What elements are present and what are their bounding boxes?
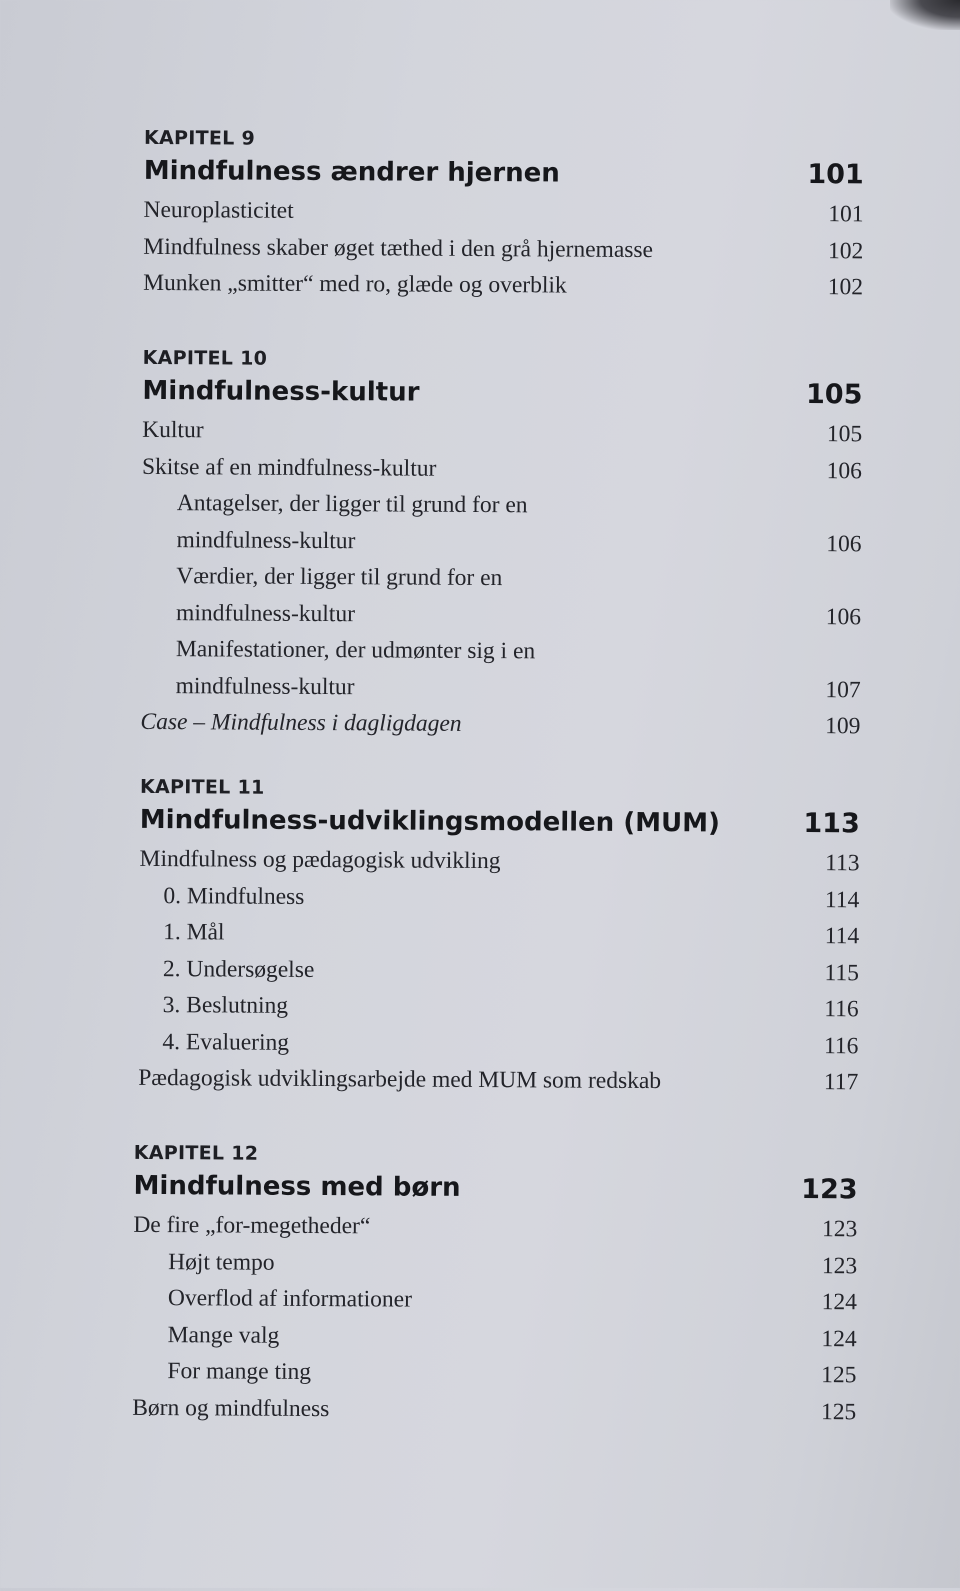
chapter-title-row bbox=[133, 1169, 857, 1207]
chapter-page-number: 105 bbox=[805, 378, 863, 411]
chapter-title: Mindfulness-udviklingsmodellen (MUM) bbox=[139, 804, 720, 839]
toc-entry-page: 114 bbox=[824, 886, 860, 913]
toc-entry bbox=[139, 877, 859, 918]
toc-entry-page: 101 bbox=[828, 201, 864, 228]
chapter-page-number: 113 bbox=[803, 807, 860, 840]
toc-entry-text: 3. Beslutning bbox=[162, 992, 289, 1019]
toc-entry-page: 125 bbox=[821, 1362, 857, 1389]
toc-entry bbox=[141, 631, 861, 672]
toc-entry-text: mindfulness-kultur bbox=[176, 599, 356, 627]
toc-entry bbox=[133, 1243, 857, 1284]
toc-entry-page: 105 bbox=[826, 421, 863, 448]
toc-entry-text: Manifestationer, der udmønter sig i en bbox=[175, 636, 536, 665]
toc-entry-page: 125 bbox=[820, 1398, 857, 1425]
toc-entry bbox=[143, 192, 863, 233]
toc-entry bbox=[143, 265, 863, 306]
toc-entry-page: 109 bbox=[825, 713, 861, 740]
toc-entry-page: 124 bbox=[821, 1325, 857, 1352]
toc-entry-text: 4. Evaluering bbox=[162, 1028, 290, 1056]
toc-entry-text: Højt tempo bbox=[168, 1248, 275, 1276]
toc-entry bbox=[138, 1060, 858, 1101]
toc-entry-page: 106 bbox=[826, 457, 863, 484]
toc-entry-page: 106 bbox=[825, 603, 862, 630]
chapter-label: KAPITEL 12 bbox=[133, 1141, 259, 1165]
chapter-title-row bbox=[144, 154, 864, 192]
toc-entry-page: 116 bbox=[824, 996, 859, 1023]
toc-entry-page: 107 bbox=[825, 676, 861, 703]
toc-entry-page: 114 bbox=[824, 923, 860, 950]
toc-entry bbox=[139, 841, 859, 882]
toc-entry-text: Mange valg bbox=[167, 1321, 280, 1349]
chapter-title-row bbox=[140, 803, 860, 841]
toc-entry-page: 124 bbox=[821, 1289, 857, 1316]
toc-entry bbox=[138, 1023, 858, 1064]
chapter-title: Mindfulness med børn bbox=[133, 1170, 461, 1203]
chapter-page-number: 123 bbox=[801, 1173, 858, 1206]
toc-entry-text: Mindfulness og pædagogisk udvikling bbox=[139, 845, 501, 875]
toc-entry-text: 2. Undersøgelse bbox=[162, 955, 315, 983]
toc-entry-page: 115 bbox=[824, 959, 859, 986]
toc-entry-page: 116 bbox=[823, 1032, 859, 1059]
toc-entry-text: mindfulness-kultur bbox=[175, 672, 355, 700]
toc-entry-text: Pædagogisk udviklingsarbejde med MUM som redskab bbox=[138, 1064, 662, 1095]
chapter-12 bbox=[132, 1141, 858, 1430]
toc-entry bbox=[140, 704, 860, 745]
toc-entry bbox=[142, 412, 862, 453]
chapter-title: Mindfulness-kultur bbox=[142, 375, 420, 408]
chapter-page-number: 101 bbox=[807, 158, 864, 191]
toc-entry-text: Antagelser, der ligger til grund for en bbox=[176, 490, 528, 519]
chapter-title: Mindfulness ændrer hjernen bbox=[143, 155, 560, 189]
chapter-label: KAPITEL 10 bbox=[142, 346, 268, 370]
chapter-title-row bbox=[142, 374, 862, 412]
toc-entry-text: Kultur bbox=[142, 416, 204, 444]
toc-entry-page: 113 bbox=[825, 850, 860, 877]
toc-entry bbox=[139, 950, 859, 991]
toc-entry bbox=[143, 228, 863, 269]
toc-entry-text: Mindfulness skaber øget tæthed i den grå hjernemasse bbox=[143, 233, 654, 263]
toc-entry-page: 123 bbox=[821, 1252, 858, 1279]
chapter-label: KAPITEL 11 bbox=[139, 775, 265, 799]
toc-entry-page: 102 bbox=[827, 274, 864, 301]
chapter-label: KAPITEL 9 bbox=[143, 126, 256, 150]
chapter-10 bbox=[140, 346, 862, 745]
toc-entry-text: Overflod af informationer bbox=[167, 1285, 413, 1313]
toc-entry bbox=[141, 667, 861, 708]
toc-entry bbox=[139, 987, 859, 1028]
toc-entry bbox=[141, 558, 861, 599]
toc-entry-text: 0. Mindfulness bbox=[163, 882, 305, 910]
toc-entry-text: Case – Mindfulness i dagligdagen bbox=[140, 708, 462, 737]
toc-entry-page: 123 bbox=[822, 1216, 858, 1243]
toc-entry-text: Munken „smitter“ med ro, glæde og overblik bbox=[143, 269, 567, 299]
toc-entry bbox=[141, 521, 861, 562]
toc-entry bbox=[142, 485, 862, 526]
toc-entry-text: For mange ting bbox=[167, 1358, 312, 1385]
chapter-11 bbox=[138, 775, 860, 1101]
toc-entry-text: 1. Mål bbox=[163, 919, 225, 946]
toc-entry-text: Skitse af en mindfulness-kultur bbox=[141, 453, 437, 482]
toc-entry-page: 102 bbox=[827, 237, 864, 264]
toc-entry bbox=[132, 1389, 856, 1430]
chapter-9 bbox=[143, 126, 864, 306]
toc-entry bbox=[133, 1316, 857, 1357]
toc-entry bbox=[139, 914, 859, 955]
toc-entry bbox=[142, 448, 862, 489]
toc-entry bbox=[132, 1353, 856, 1394]
toc-entry-text: De fire „for-megetheder“ bbox=[133, 1211, 371, 1240]
toc-entry-text: Neuroplasticitet bbox=[143, 196, 294, 224]
toc-entry bbox=[133, 1207, 857, 1248]
toc-entry-text: Børn og mindfulness bbox=[132, 1394, 330, 1422]
toc-entry-text: mindfulness-kultur bbox=[176, 526, 356, 554]
toc-entry-page: 106 bbox=[826, 530, 862, 557]
toc-entry-text: Værdier, der ligger til grund for en bbox=[176, 563, 503, 592]
toc-entry-page: 117 bbox=[823, 1069, 859, 1096]
toc-entry bbox=[133, 1280, 857, 1321]
toc-entry bbox=[141, 594, 861, 635]
